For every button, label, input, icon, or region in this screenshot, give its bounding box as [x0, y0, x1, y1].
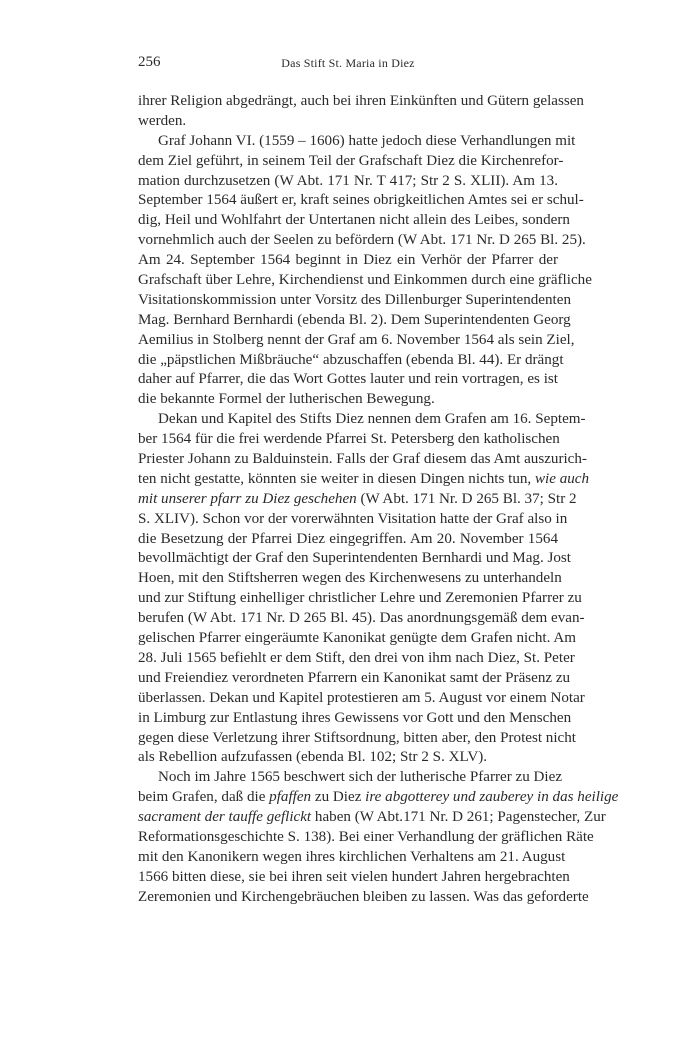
text-line [138, 172, 558, 192]
line-text: als Rebellion aufzufassen (ebenda Bl. 102; Str 2 S. XLV). [138, 749, 488, 766]
text-line [138, 689, 585, 709]
line-text: zu Diez [311, 789, 366, 806]
line-text: Zeremonien und Kirchengebräuchen bleiben zu lassen. Was das geforderte [138, 888, 589, 905]
text-line [138, 132, 576, 152]
text-line [138, 768, 563, 788]
text-line [138, 589, 582, 609]
line-text: ber 1564 für die frei werdende Pfarrei St. Petersberg den katholischen [138, 431, 560, 448]
line-text: berufen (W Abt. 171 Nr. D 265 Bl. 45). Das anordnungsgemäß dem evan- [138, 610, 585, 627]
text-line [138, 569, 562, 589]
line-text: und zur Stiftung einhelliger christlicher Lehre und Zeremonien Pfarrer zu [138, 590, 582, 607]
italic-quote: ire abgotterey und zauberey in das heilige [365, 789, 619, 806]
text-line [138, 649, 575, 669]
line-text: ten nicht gestatte, könnten sie weiter in diesen Dingen nichts tun, [138, 470, 532, 487]
text-line [138, 470, 590, 490]
line-text: (W Abt. 171 Nr. D 265 Bl. 37; Str 2 [356, 490, 577, 507]
text-line [138, 390, 558, 410]
text-line [138, 351, 564, 371]
text-line [138, 510, 568, 530]
text-line [138, 828, 594, 848]
text-line [138, 291, 571, 311]
text-line [138, 370, 558, 390]
text-line [138, 748, 558, 768]
text-line [138, 251, 558, 271]
line-text: daher auf Pfarrer, die das Wort Gottes lauter und rein vortragen, es ist [138, 371, 558, 388]
italic-quote: sacrament der tauffe geflickt [138, 809, 312, 826]
text-line [138, 152, 564, 172]
line-text: die bekannte Formel der lutherischen Bewegung. [138, 391, 435, 408]
line-text: mation durchzusetzen (W Abt. 171 Nr. T 417; Str 2 S. XLII). Am 13. [138, 172, 558, 189]
page-number: 256 [138, 54, 161, 70]
line-text: vornehmlich auch der Seelen zu befördern (W Abt. 171 Nr. D 265 Bl. 25). [138, 232, 586, 249]
italic-quote: wie auch [531, 470, 590, 487]
line-text: haben (W Abt.171 Nr. D 261; Pagenstecher, Zur [311, 809, 606, 826]
line-text: ihrer Religion abgedrängt, auch bei ihren Einkünften und Gütern gelassen [138, 93, 584, 109]
line-text: Priester Johann zu Balduinstein. Falls der Graf diesem das Amt auszurich- [138, 451, 587, 468]
line-text: und Freiendiez verordneten Pfarrern ein Kanonikat samt der Präsenz zu [138, 669, 571, 686]
italic-quote: pfaffen [265, 789, 312, 806]
running-head [138, 54, 558, 76]
text-line [138, 669, 571, 689]
text-line [138, 788, 619, 808]
text-line [138, 530, 558, 550]
line-text: Hoen, mit den Stiftsherren wegen des Kirchenwesens zu unterhandeln [138, 570, 562, 587]
line-text: S. XLIV). Schon vor der vorerwähnten Visitation hatte der Graf also in [138, 510, 568, 527]
italic-quote: mit unserer pfarr zu Diez geschehen [138, 490, 357, 507]
line-text: mit den Kanonikern wegen ihres kirchlichen Verhaltens am 21. August [138, 848, 566, 865]
line-text: gelischen Pfarrer eingeräumte Kanonikat genügte dem Grafen nicht. Am [138, 630, 576, 647]
line-text: Dekan und Kapitel des Stifts Diez nennen dem Grafen am 16. Septem- [158, 411, 586, 428]
line-text: Graf Johann VI. (1559 – 1606) hatte jedoch diese Verhandlungen mit [158, 132, 576, 149]
line-text: bevollmächtigt der Graf den Superintendenten Bernhardi und Mag. Jost [138, 550, 571, 567]
running-title: Das Stift St. Maria in Diez [281, 56, 415, 70]
line-text: werden. [138, 112, 187, 129]
line-text: in Limburg zur Entlastung ihres Gewissens vor Gott und den Menschen [138, 709, 572, 726]
text-line [138, 191, 584, 211]
line-text: Am 24. September 1564 beginnt in Diez ein Verhör der Pfarrer der [138, 252, 558, 269]
line-text: September 1564 äußert er, kraft seines obrigkeitlichen Amtes sei er schul- [138, 192, 584, 209]
line-text: Noch im Jahre 1565 beschwert sich der lutherische Pfarrer zu Diez [158, 769, 563, 786]
text-line [138, 271, 592, 291]
text-line [138, 112, 558, 132]
text-line [138, 231, 586, 251]
text-line [138, 848, 566, 868]
text-line [138, 629, 576, 649]
text-line [138, 490, 577, 510]
text-line [138, 331, 575, 351]
text-line [138, 450, 587, 470]
text-line [138, 311, 571, 331]
line-text: überlassen. Dekan und Kapitel protestieren am 5. August vor einem Notar [138, 689, 585, 706]
line-text: gegen diese Verletzung ihrer Stiftsordnung, bitten aber, den Protest nicht [138, 729, 576, 746]
line-text: Reformationsgeschichte S. 138). Bei einer Verhandlung der gräflichen Räte [138, 828, 594, 845]
body-text [138, 92, 619, 908]
text-line [138, 549, 571, 569]
text-line [138, 808, 606, 828]
line-text: Visitationskommission unter Vorsitz des Dillenburger Superintendenten [138, 291, 571, 308]
text-line [138, 211, 570, 231]
text-line [138, 92, 584, 112]
line-text: die „päpstlichen Mißbräuche“ abzuschaffen (ebenda Bl. 44). Er drängt [138, 351, 564, 368]
line-text: dem Ziel geführt, in seinem Teil der Grafschaft Diez die Kirchenrefor- [138, 152, 564, 169]
line-text: dig, Heil und Wohlfahrt der Untertanen nicht allein des Leibes, sondern [138, 212, 570, 229]
text-line [138, 888, 589, 908]
text-line [138, 410, 586, 430]
line-text: Mag. Bernhard Bernhardi (ebenda Bl. 2). Dem Superintendenten Georg [138, 311, 571, 328]
text-line [138, 609, 585, 629]
line-text: 28. Juli 1565 befiehlt er dem Stift, den drei von ihm nach Diez, St. Peter [138, 649, 575, 666]
line-text: die Besetzung der Pfarrei Diez eingegriffen. Am 20. November 1564 [138, 530, 558, 547]
line-text: beim Grafen, daß die [138, 789, 266, 806]
line-text: 1566 bitten diese, sie bei ihren seit vielen hundert Jahren hergebrachten [138, 868, 570, 885]
text-line [138, 709, 572, 729]
text-line [138, 729, 576, 749]
line-text: Aemilius in Stolberg nennt der Graf am 6. November 1564 als sein Ziel, [138, 331, 575, 348]
line-text: Grafschaft über Lehre, Kirchendienst und Einkommen durch eine gräfliche [138, 272, 592, 289]
text-line [138, 430, 558, 450]
text-line [138, 868, 570, 888]
